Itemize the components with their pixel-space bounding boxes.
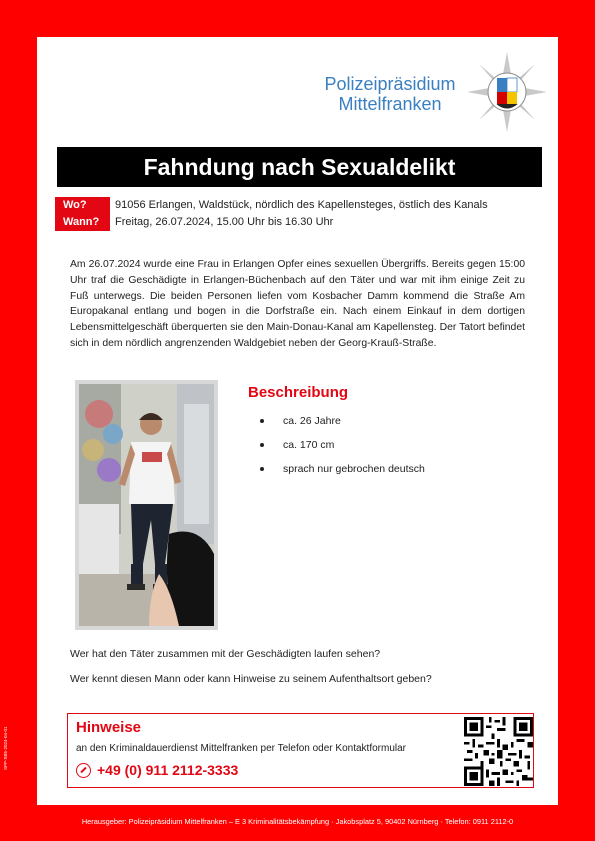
question-witness: Wer hat den Täter zusammen mit der Geschädigten laufen sehen? <box>70 648 381 660</box>
question-whereabouts: Wer kennt diesen Mann oder kann Hinweise zu seinem Aufenthaltsort geben? <box>70 673 432 685</box>
phone-number-link[interactable] <box>76 762 238 778</box>
phone-number: +49 (0) 911 2112-3333 <box>97 762 239 778</box>
hint-box <box>67 713 534 788</box>
bullet-icon <box>260 467 264 471</box>
where-value: 91056 Erlangen, Waldstück, nördlich des Kapellensteges, östlich des Kanals <box>115 199 488 211</box>
document-code: SPP-SB5-2024-04-01 <box>3 726 8 770</box>
list-item <box>260 457 425 481</box>
page-title: Fahndung nach Sexualdelikt <box>57 147 542 187</box>
police-logo-text <box>320 74 460 114</box>
logo-line-1: Polizeipräsidium <box>324 74 456 94</box>
bullet-icon <box>260 443 264 447</box>
list-item <box>260 409 425 433</box>
incident-description: Am 26.07.2024 wurde eine Frau in Erlangen Opfer eines sexuellen Übergriffs. Bereits gegen 15:00 Uhr traf die Geschädigte in Erlangen-Büchenbach auf den Täter und war mit ihm einige Zeit zu Fuß unterwegs. Die beiden Personen liefen vom Kosbacher Damm kommend die Straße Am Europakanal entlang und bogen in die Dorfstraße ein. Nach einem Einkauf in dem dortigen Lebensmittelgeschäft überquerten sie den Main-Donau-Kanal am Kapellensteg. Der Tatort befindet sich in dem nördlich angrenzenden Waldgebiet neben der Georg-Krauß-Straße. <box>70 259 525 349</box>
description-language: sprach nur gebrochen deutsch <box>283 463 425 475</box>
phone-icon <box>76 763 91 778</box>
poster-sheet <box>37 37 558 805</box>
description-age: ca. 26 Jahre <box>283 415 341 427</box>
description-list <box>260 409 425 481</box>
description-height: ca. 170 cm <box>283 439 335 451</box>
suspect-photo <box>75 380 218 630</box>
where-label: Wo? <box>55 197 110 214</box>
when-label: Wann? <box>55 214 110 231</box>
description-title: Beschreibung <box>248 384 349 401</box>
police-star-icon <box>465 50 549 134</box>
hint-title: Hinweise <box>76 719 142 736</box>
list-item <box>260 433 425 457</box>
when-value: Freitag, 26.07.2024, 15.00 Uhr bis 16.30 Uhr <box>115 216 334 228</box>
logo-line-2: Mittelfranken <box>338 94 442 114</box>
footer-publisher: Herausgeber: Polizeipräsidium Mittelfranken – E 3 Kriminalitätsbekämpfung · Jakobsplatz 5, 90402 Nürnberg · Telefon: 0911 2112-0 <box>81 817 514 826</box>
qr-code-icon[interactable] <box>464 717 533 786</box>
bullet-icon <box>260 419 264 423</box>
suspect-photo-image <box>79 384 214 626</box>
hint-subtitle: an den Kriminaldauerdienst Mittelfranken per Telefon oder Kontaktformular <box>76 743 406 754</box>
